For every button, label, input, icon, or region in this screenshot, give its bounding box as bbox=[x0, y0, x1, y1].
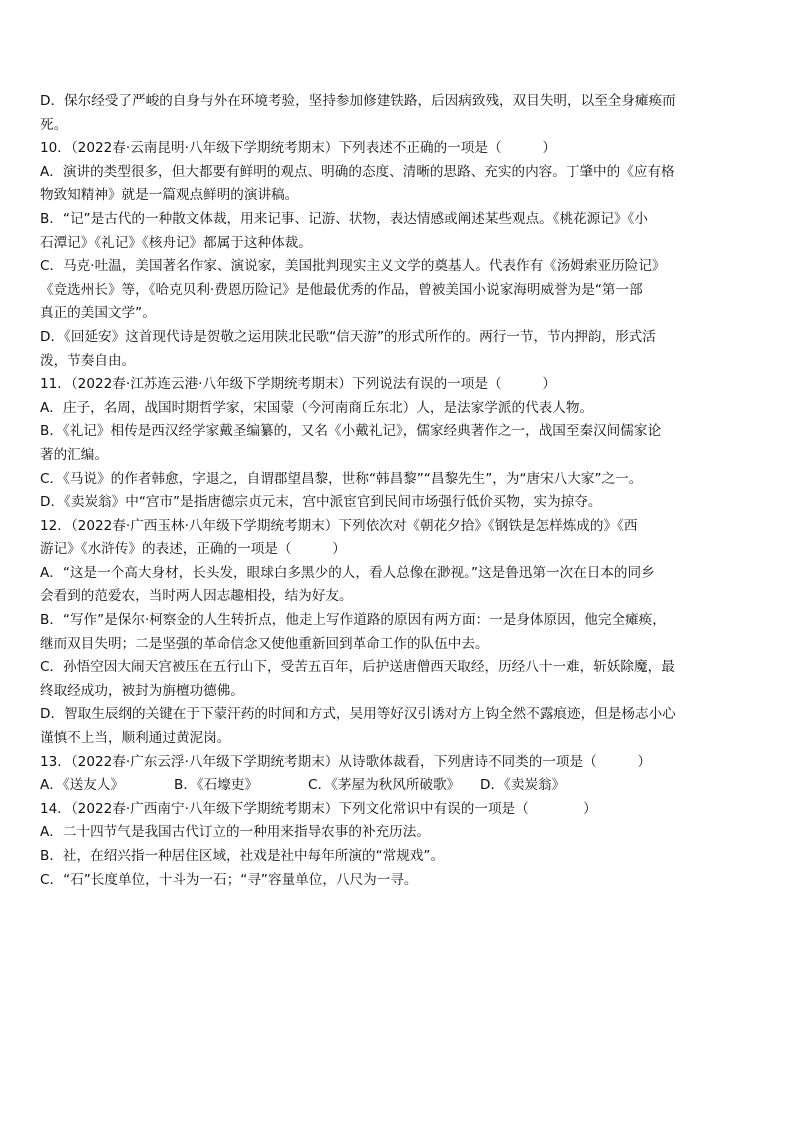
text-line: 石潭记》《礼记》《核舟记》都属于这种体裁。 bbox=[40, 234, 312, 251]
question-9-tail bbox=[40, 90, 756, 137]
question-14 bbox=[40, 798, 756, 892]
option-a: A．庄子，名周，战国时期哲学家，宋国蒙（今河南商丘东北）人，是法家学派的代表人物。 bbox=[40, 399, 594, 416]
question-stem: 10．（2022春·云南昆明·八年级下学期统考期末）下列表述不正确的一项是（ ） bbox=[40, 140, 556, 157]
option-b: B．“写作”是保尔·柯察金的人生转折点，他走上写作道路的原因有两方面：一是身体原因，他完全瘫痪， bbox=[40, 612, 666, 629]
option-c: C．孙悟空因大闹天宫被压在五行山下，受苦五百年，后护送唐僧西天取经，历经八十一难，斩妖除魔，最 bbox=[40, 659, 675, 676]
text-line: 著的汇编。 bbox=[40, 446, 108, 463]
option-d: D．《回延安》这首现代诗是贺敬之运用陕北民歌“信天游”的形式所作的。两行一节，节内押韵，形式活 bbox=[40, 328, 656, 345]
question-11 bbox=[40, 373, 756, 515]
option-b: B．《礼记》相传是西汉经学家戴圣编纂的，又名《小戴礼记》，儒家经典著作之一，战国至秦汉间儒家论 bbox=[40, 423, 662, 440]
option-d: D．智取生辰纲的关键在于下蒙汗药的时间和方式，吴用等好汉引诱对方上钩全然不露痕迹，但是杨志小心 bbox=[40, 706, 676, 723]
option-c: C．《茅屋为秋风所破歌》 bbox=[308, 777, 461, 794]
text-line: 继而双目失明；二是坚强的革命信念又使他重新回到革命工作的队伍中去。 bbox=[40, 635, 489, 652]
question-stem: 14．（2022春·广西南宁·八年级下学期统考期末）下列文化常识中有误的一项是（ ） bbox=[40, 800, 597, 817]
text-line: 终取经成功，被封为旃檀功德佛。 bbox=[40, 682, 244, 699]
option-b: B．《石壕吏》 bbox=[174, 777, 259, 794]
question-stem: 13．（2022春·广东云浮·八年级下学期统考期末）从诗歌体裁看，下列唐诗不同类的一项是（ ） bbox=[40, 753, 652, 770]
question-stem: 11．（2022春·江苏连云港·八年级下学期统考期末）下列说法有误的一项是（ ） bbox=[40, 376, 556, 393]
text-line: 谨慎不上当，顺利通过黄泥岗。 bbox=[40, 730, 231, 747]
text-line: 真正的美国文学”。 bbox=[40, 305, 156, 322]
option-d: D．《卖炭翁》中“宫市”是指唐德宗贞元末，宫中派宦官到民间市场强行低价买物，实为掠夺。 bbox=[40, 494, 602, 511]
text-line: 死。 bbox=[40, 116, 68, 133]
option-a: A．二十四节气是我国古代订立的一种用来指导农事的补充历法。 bbox=[40, 824, 430, 841]
option-d: D．《卖炭翁》 bbox=[480, 777, 566, 794]
text-line: D．保尔经受了严峻的自身与外在环境考验，坚持参加修建铁路，后因病致残，双目失明，以至全身瘫痪而 bbox=[40, 93, 676, 109]
question-13 bbox=[40, 751, 756, 798]
text-line: 物致知精神》就是一篇观点鲜明的演讲稿。 bbox=[40, 187, 299, 204]
option-b: B．社，在绍兴指一种居住区域，社戏是社中每年所演的“常规戏”。 bbox=[40, 848, 445, 864]
option-a: A．“这是一个高大身材，长头发，眼球白多黑少的人，看人总像在渺视。”这是鲁迅第一次在日本的同乡 bbox=[40, 564, 655, 581]
text-line: 泼，节奏自由。 bbox=[40, 352, 136, 369]
option-c: C．“石”长度单位，十斗为一石；“寻”容量单位，八尺为一寻。 bbox=[40, 871, 418, 888]
option-a: A．《送友人》 bbox=[40, 777, 125, 794]
page-content bbox=[40, 90, 756, 892]
text-line: 《竞选州长》等，《哈克贝利·费恩历险记》是他最优秀的作品，曾被美国小说家海明威誉为是“第一部 bbox=[40, 281, 643, 298]
text-line: 游记》《水浒传》的表述，正确的一项是（ ） bbox=[40, 541, 346, 558]
text-line: 会看到的范爱农，当时两人因志趣相投，结为好友。 bbox=[40, 588, 353, 605]
option-a: A．演讲的类型很多，但大都要有鲜明的观点、明确的态度、清晰的思路、充实的内容。丁肇中的《应有格 bbox=[40, 163, 675, 180]
option-c: C．《马说》的作者韩愈，字退之，自谓郡望昌黎，世称“韩昌黎”“昌黎先生”，为“唐宋八大家”之一。 bbox=[40, 470, 643, 487]
question-10 bbox=[40, 137, 756, 373]
question-stem: 12．（2022春·广西玉林·八年级下学期统考期末）下列依次对《朝花夕拾》《钢铁是怎样炼成的》《西 bbox=[40, 517, 638, 534]
options-row bbox=[40, 774, 756, 798]
option-b: B．“记”是古代的一种散文体裁，用来记事、记游、状物，表达情感或阐述某些观点。《桃花源记》《小 bbox=[40, 210, 648, 227]
option-c: C．马克·吐温，美国著名作家、演说家，美国批判现实主义文学的奠基人。代表作有《汤姆索亚历险记》 bbox=[40, 258, 666, 275]
question-12 bbox=[40, 515, 756, 751]
